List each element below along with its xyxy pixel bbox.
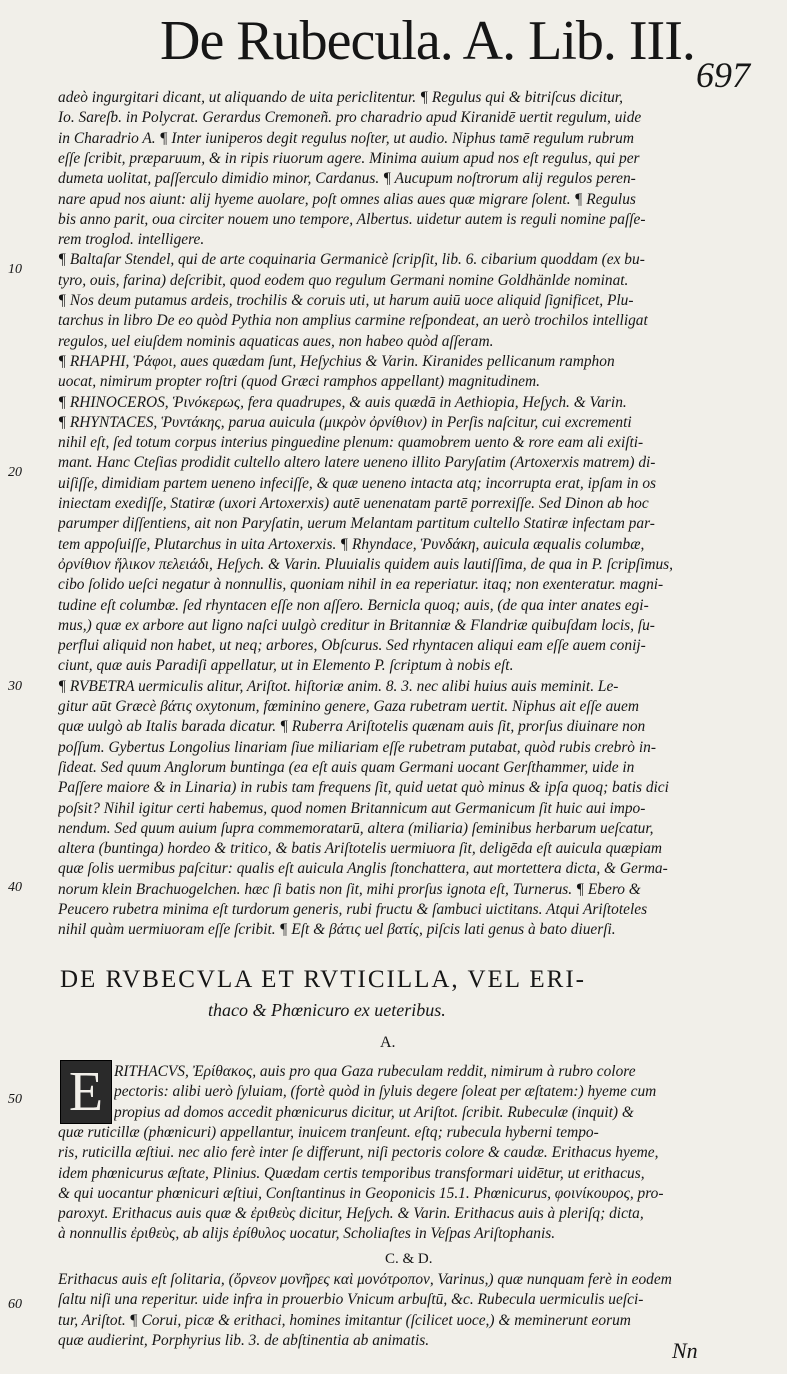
text-line: gitur aūt Græcè βάτις oxytonum, fœminino genere, Gaza rubetram uertit. Niphus ait eſſe auem xyxy=(58,698,639,715)
text-line: eſſe ſcribit, præparuum, & in ripis riuorum agere. Minima auium apud nos eſt regulus, qui per xyxy=(58,149,640,167)
text-line: perflui aliquid non habet, ut neq; arbores, Obſcurus. Sed rhyntacen aliqui eam eſſe auem conij- xyxy=(58,637,646,655)
text-line: uocat, nimirum propter roſtri (quod Græci ramphos appellant) magnitudinem. xyxy=(58,373,540,391)
text-line: & qui uocantur phœnicuri æſtiui, Conſtantinus in Geoponicis 15.1. Phœnicurus, φοινίκουρος, pro- xyxy=(58,1184,664,1202)
text-line: ciunt, quæ auis Paradiſi appellatur, ut in Elemento P. ſcriptum à nobis eſt. xyxy=(58,657,514,675)
section-letter-a: A. xyxy=(380,1034,396,1051)
text-line: ris, ruticilla æſtiui. nec alio ferè inter ſe differunt, niſi pectoris colore & caudæ. Erithacus hyeme, xyxy=(58,1144,659,1162)
text-line: ¶ Nos deum putamus ardeis, trochilis & coruis uti, ut harum auiū uoce aliquid ſignificet, Plu- xyxy=(58,292,634,309)
text-line: paroxyt. Erithacus auis quæ & ἐριθεὺς dicitur, Heſych. & Varin. Erithacus auis à pleriſq; dicta, xyxy=(58,1205,644,1223)
text-line: ¶ RVBETRA uermiculis alitur, Ariſtot. hiſtoriæ anim. 8. 3. nec alibi huius auis meminit. Le- xyxy=(58,677,619,695)
line-number-60: 60 xyxy=(8,1297,22,1312)
section-heading-continued: thaco & Phœnicuro ex ueteribus. xyxy=(208,1000,446,1020)
text-line: nihil quàm uermiuoram eſſe ſcribit. ¶ Eſt & βάτις uel βατίς, piſcis lati genus à bato diuerſi. xyxy=(58,921,616,939)
section-heading: DE RVBECVLA ET RVTICILLA, VEL ERI- xyxy=(60,966,586,993)
text-line: regulos, uel eiuſdem nominis aquaticas aues, non habeo quòd aſſeram. xyxy=(58,332,494,350)
line-number-40: 40 xyxy=(8,880,22,895)
text-line: nare apud nos aiunt: alij hyeme auolare, poſt omnes alias aues quæ migrare ſolent. ¶ Regulus xyxy=(58,190,636,208)
text-line: ſideat. Sed quum Anglorum buntinga (ea eſt auis quam Germani uocant Gerſthammer, uide in xyxy=(58,758,635,776)
text-line: in Charadrio A. ¶ Inter iuniperos degit regulus noſter, ut audio. Niphus tamē regulum rubrum xyxy=(58,129,634,147)
text-line: RITHACVS, Ἐρίθακος, auis pro qua Gaza rubeculam reddit, nimirum à rubro colore xyxy=(114,1063,636,1080)
text-line: tarchus in libro De eo quòd Pythia non amplius carmine reſpondeat, an uerò trochilos intelligat xyxy=(58,312,648,330)
text-line: propius ad domos accedit phœnicurus dicitur, ut Ariſtot. ſcribit. Rubeculæ (inquit) & xyxy=(114,1103,634,1121)
text-line: mant. Hanc Cteſias prodidit cultello altero latere ueneno illito Paryſatim (Artoxerxis matrem) di- xyxy=(58,454,656,472)
text-line: quæ audierint, Porphyrius lib. 3. de abſtinentia ab animatis. xyxy=(58,1331,430,1349)
running-header-title: De Rubecula. A. Lib. III. xyxy=(160,10,695,72)
text-line: mus,) quæ ex arbore aut ligno naſci uulgò creditur in Britanniæ & Flandriæ quibuſdam locis, ſu- xyxy=(58,616,655,634)
text-line: cibo ſolido ueſci negatur à nonnullis, quoniam nihil in ea reperiatur. itaq; non exenteratur. magni- xyxy=(58,576,664,594)
text-line: bis anno parit, oua circiter nouem uno tempore, Albertus. uidetur autem is reguli nomine paſſe- xyxy=(58,210,646,228)
text-line: quæ uulgò ab Italis barada dicatur. ¶ Ruberra Ariſtotelis quænam auis ſit, prorſus diuinare non xyxy=(58,718,646,736)
text-line: Peucero rubetra minima eſt turdorum generis, rubi fructu & ſambuci uictitans. Atqui Ariſtoteles xyxy=(58,901,648,918)
line-number-50: 50 xyxy=(8,1092,22,1107)
line-number-10: 10 xyxy=(8,262,22,277)
text-line: ¶ RHYNTACES, Ῥυντάκης, parua auicula (μικρὸν ὀρνίθιον) in Perſis naſcitur, cui excrementi xyxy=(58,413,632,431)
text-line: à nonnullis ἐριθεὺς, ab alijs ἐρίθυλος uocatur, Scholiaſtes in Veſpas Ariſtophanis. xyxy=(58,1225,556,1243)
text-line: pectoris: alibi uerò ſyluiam, (fortè quòd in ſyluis degere ſoleat per æſtatem:) hyeme cum xyxy=(114,1083,657,1101)
text-line: idem phœnicurus æſtate, Plinius. Quædam certis temporibus transformari uidētur, ut erithacus, xyxy=(58,1164,645,1182)
text-line: dumeta uolitat, paſſerculo dimidio minor, Cardanus. ¶ Aucupum noſtrorum alij regulos peren- xyxy=(58,170,636,188)
text-line: poſsit? Nihil igitur certi habemus, quod nomen Britannicum aut Germanicum ſit huic aui impo- xyxy=(58,799,646,817)
line-number-20: 20 xyxy=(8,465,22,480)
text-line: quæ ruticillæ (phœnicuri) appellantur, inuicem tranſeunt. eſtq; rubecula hyberni tempo- xyxy=(58,1123,599,1141)
text-line: rem troglod. intelligere. xyxy=(58,231,205,249)
section-letter-cd: C. & D. xyxy=(385,1251,433,1267)
text-line: norum klein Brachuogelchen. hæc ſi batis non ſit, mihi prorſus ignota eſt, Turnerus. ¶ Ebero & xyxy=(58,880,641,898)
text-line: Io. Sareſb. in Polycrat. Gerardus Cremoneñ. pro charadrio apud Kiranidē uertit regulum, uide xyxy=(58,109,642,127)
text-line: Erithacus auis eſt ſolitaria, (ὄρνεον μονῆρες καὶ μονότροπον, Varinus,) quæ nunquam ferè in eodem xyxy=(58,1271,672,1288)
text-line: tem appoſuiſſe, Plutarchus in uita Artoxerxis. ¶ Rhyndace, Ῥυνδάκη, auicula æqualis columbæ, xyxy=(58,535,645,553)
text-line: parumper diſſentiens, ait non Paryſatin, uerum Melantam partitum cultello Statiræ infectam par- xyxy=(58,515,655,533)
text-line: adeò ingurgitari dicant, ut aliquando de uita periclitentur. ¶ Regulus qui & bitriſcus dicitur, xyxy=(58,89,623,106)
drop-cap-initial: E xyxy=(60,1060,112,1124)
text-line: ſaltu niſi una reperitur. uide infra in prouerbio Vnicum arbuſtū, &c. Rubecula uermiculis ueſci- xyxy=(58,1291,644,1309)
text-line: nendum. Sed quum auium ſupra commemoratarū, altera (miliaria) ſeminibus herbarum ueſcatur, xyxy=(58,819,654,837)
text-line: tudine eſt columbæ. ſed rhyntacen eſſe non aſſero. Bernicla quoq; auis, (de qua inter anates egi- xyxy=(58,596,649,614)
text-line: uiſiſſe, dimidiam partem ueneno infeciſſe, & quæ ueneno intacta atq; incorrupta erat, ipſam in os xyxy=(58,474,657,492)
page-number: 697 xyxy=(696,55,750,95)
text-line: quæ ſolis uermibus paſcitur: qualis eſt auicula Anglis ſtonchattera, aut mortettera dicta, & Germa- xyxy=(58,860,668,878)
text-line: ¶ RHAPHI, Ῥάφοι, aues quædam ſunt, Heſychius & Varin. Kiranides pellicanum ramphon xyxy=(58,352,615,370)
text-line: tur, Ariſtot. ¶ Corui, picæ & erithaci, homines imitantur (ſcilicet uoce,) & meminerunt eorum xyxy=(58,1311,631,1329)
text-line: Paſſere maiore & in Linaria) in rubis tam frequens ſit, quid uetat quò minus & ipſa quoq; batis dici xyxy=(58,779,669,797)
signature-mark: Nn xyxy=(672,1338,698,1363)
text-line: altera (buntinga) hordeo & tritico, & batis Ariſtotelis uermiuora ſit, deligēda eſt auicula quæpiam xyxy=(58,840,663,858)
text-line: iniectam exediſſe, Statiræ (uxori Artoxerxis) autē uenenatam partē porrexiſſe. Sed Dinon ab hoc xyxy=(58,495,649,512)
text-line: ὀρνίθιον ἥλικον πελειάδι, Heſych. & Varin. Pluuialis quidem auis lautiſſima, de qua in P. ſcripſimus, xyxy=(58,555,674,573)
line-number-30: 30 xyxy=(8,679,22,694)
text-line: ¶ RHINOCEROS, Ῥινόκερως, fera quadrupes, & auis quædā in Aethiopia, Heſych. & Varin. xyxy=(58,393,627,411)
text-line: ¶ Baltaſar Stendel, qui de arte coquinaria Germanicè ſcripſit, lib. 6. cibarium quoddam (ex bu- xyxy=(58,251,645,269)
text-line: poſſum. Gybertus Longolius linariam ſiue miliariam eſſe rubetram putabat, quòd rubis crebrò in- xyxy=(58,738,656,756)
text-line: tyro, ouis, farina) deſcribit, quod eodem quo regulum Germani nomine Goldhänlde nominat. xyxy=(58,271,629,289)
text-line: nihil eſt, ſed totum corpus interius pinguedine plenum: quamobrem uento & rore eam ali exiſti- xyxy=(58,434,644,452)
